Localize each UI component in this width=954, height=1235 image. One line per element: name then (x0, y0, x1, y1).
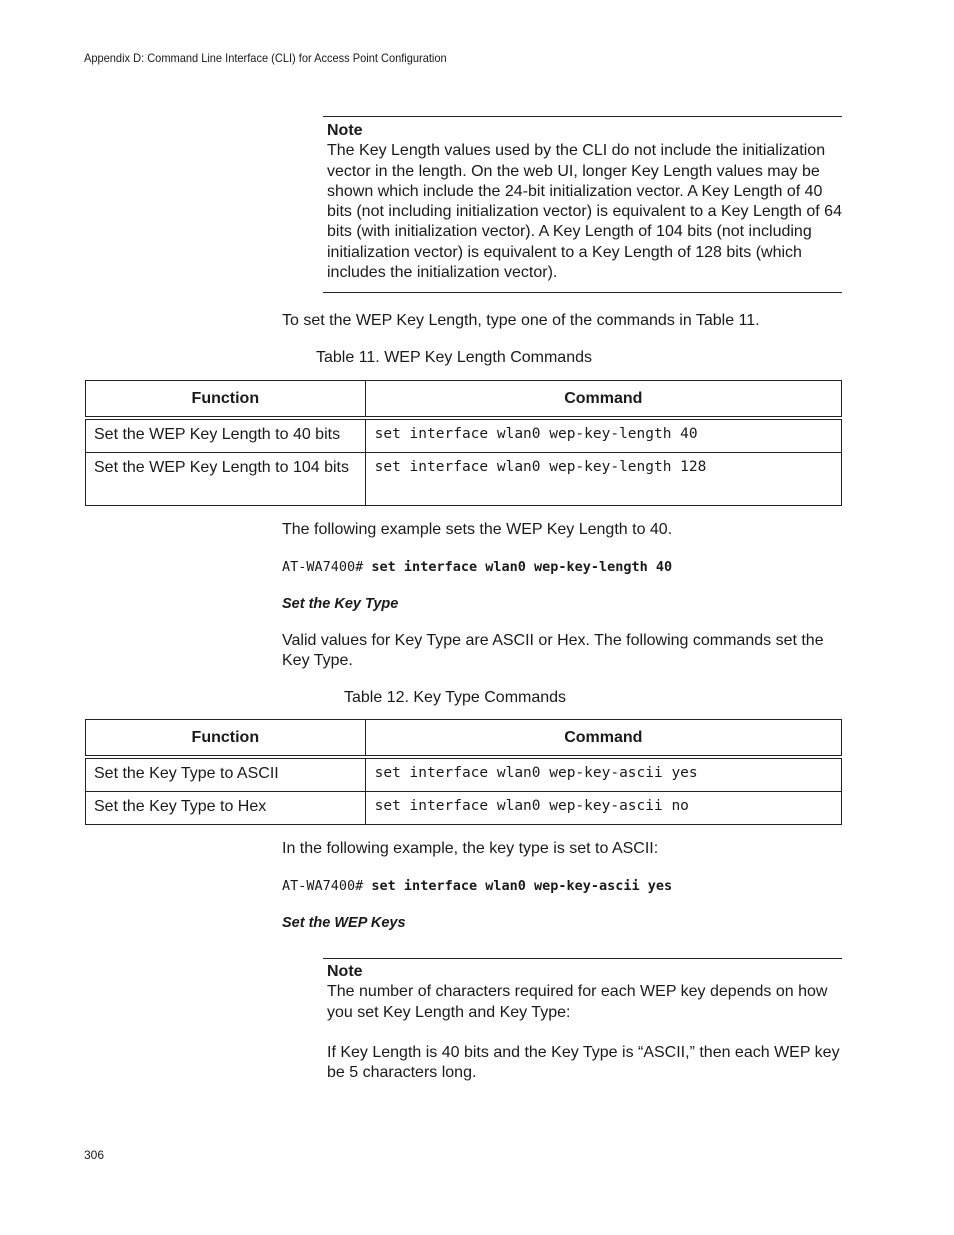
command-cell: set interface wlan0 wep-key-ascii no (365, 792, 841, 825)
column-header-function: Function (86, 381, 366, 419)
column-header-function: Function (86, 720, 366, 758)
function-cell: Set the Key Type to ASCII (86, 757, 366, 792)
command-cell: set interface wlan0 wep-key-length 40 (365, 418, 841, 453)
section-heading-wep-keys: Set the WEP Keys (282, 915, 406, 931)
example-1-command-line (282, 559, 672, 575)
table-row (86, 757, 842, 792)
key-type-paragraph: Valid values for Key Type are ASCII or Hex. The following commands set the Key Type. (282, 632, 824, 670)
note-wep-key-characters (323, 958, 842, 1084)
note-title: Note (327, 122, 363, 139)
column-header-command: Command (365, 720, 841, 758)
command-cell: set interface wlan0 wep-key-length 128 (365, 453, 841, 506)
function-cell: Set the WEP Key Length to 40 bits (86, 418, 366, 453)
page-number: 306 (84, 1148, 105, 1162)
running-header: Appendix D: Command Line Interface (CLI) for Access Point Configuration (84, 51, 447, 65)
cli-command: set interface wlan0 wep-key-ascii yes (371, 878, 673, 894)
example-2-intro: In the following example, the key type is set to ASCII: (282, 840, 659, 857)
note-paragraph: If Key Length is 40 bits and the Key Type is “ASCII,” then each WEP key be 5 characters long. (327, 1044, 840, 1082)
column-header-command: Command (365, 381, 841, 419)
cli-prompt: AT-WA7400# (282, 878, 364, 894)
intro-key-length-paragraph: To set the WEP Key Length, type one of the commands in Table 11. (282, 312, 760, 329)
example-1-intro: The following example sets the WEP Key Length to 40. (282, 521, 673, 538)
cli-prompt: AT-WA7400# (282, 559, 364, 575)
table-12-caption: Table 12. Key Type Commands (344, 689, 567, 706)
table-row (86, 792, 842, 825)
note-paragraph: The number of characters required for each WEP key depends on how you set Key Length and Key Type: (327, 983, 828, 1021)
function-cell: Set the Key Type to Hex (86, 792, 366, 825)
note-key-length (323, 116, 842, 293)
note-text: The Key Length values used by the CLI do not include the initialization vector in the length. On the web UI, longer Key Length values may be shown which include the 24-bit initialization vector. A Key Length of 40 bits (not including initialization vector) is equivalent to a Key Length of 64 bits (with initialization vector). A Key Length of 104 bits (not including initialization vector) is equivalent to a Key Length of 128 bits (which includes the initialization vector). (327, 142, 842, 282)
example-2-command-line (282, 878, 672, 894)
key-type-table (85, 719, 842, 825)
note-title: Note (327, 963, 363, 980)
function-cell: Set the WEP Key Length to 104 bits (86, 453, 366, 506)
cli-command: set interface wlan0 wep-key-length 40 (371, 559, 673, 575)
wep-key-length-table (85, 380, 842, 506)
section-heading-key-type: Set the Key Type (282, 596, 399, 612)
table-row (86, 418, 842, 453)
command-cell: set interface wlan0 wep-key-ascii yes (365, 757, 841, 792)
table-11-caption: Table 11. WEP Key Length Commands (316, 349, 592, 366)
table-row (86, 453, 842, 506)
